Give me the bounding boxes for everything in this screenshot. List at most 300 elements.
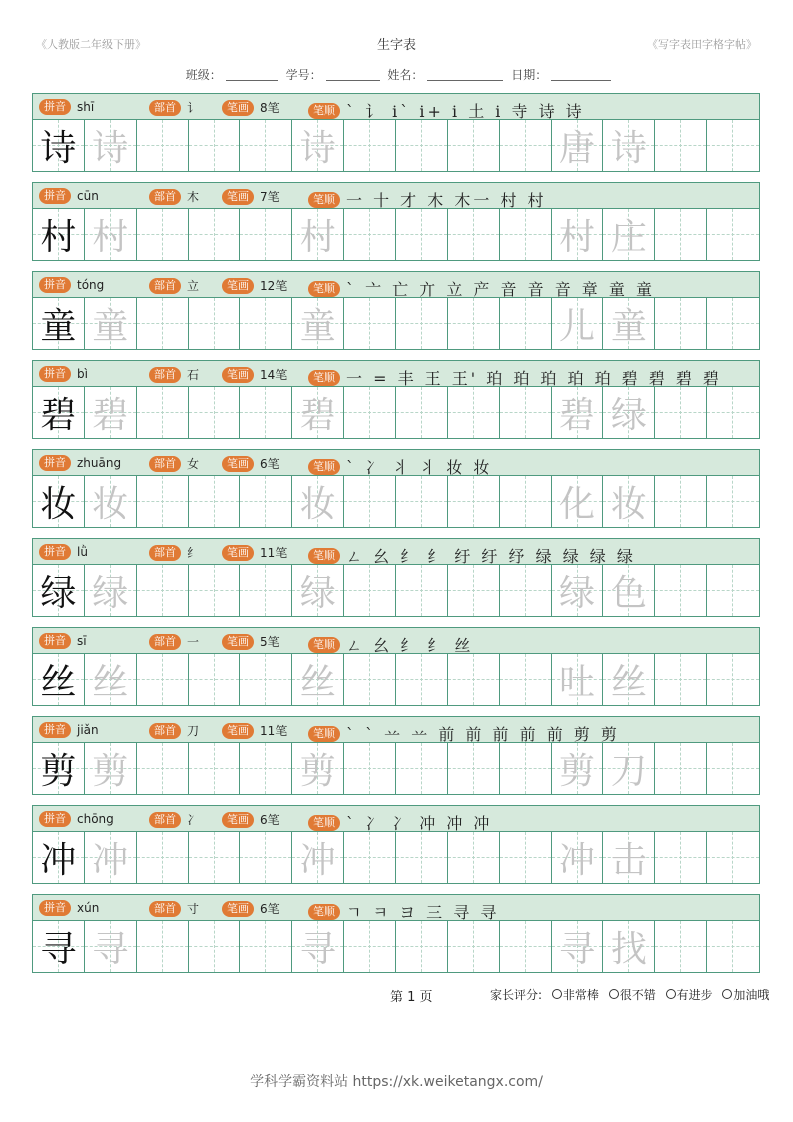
trace-character: 绿 — [299, 573, 336, 614]
writing-cell[interactable] — [396, 743, 448, 794]
eval-option-good[interactable]: 很不错 — [609, 988, 656, 1002]
writing-cell[interactable] — [189, 120, 241, 171]
tianzige-grid — [32, 832, 760, 884]
writing-cell[interactable] — [33, 921, 85, 972]
trace-character: 碧 — [92, 395, 129, 436]
stroke-order-tag: 笔顺 — [308, 904, 340, 920]
character-info-bar — [32, 805, 760, 832]
stroke-count-group — [222, 900, 280, 917]
word-character: 妆 — [610, 484, 647, 525]
trace-character: 冲 — [299, 840, 336, 881]
writing-cell[interactable] — [603, 921, 655, 972]
writing-cell[interactable] — [448, 832, 500, 883]
stroke-order-group — [308, 544, 636, 567]
pinyin-tag: 拼音 — [39, 99, 71, 115]
writing-cell[interactable] — [292, 120, 344, 171]
eval-option-keep-going[interactable]: 加油哦 — [722, 988, 769, 1002]
writing-cell[interactable] — [240, 209, 292, 260]
stroke-count-group — [222, 544, 287, 561]
trace-character: 妆 — [92, 484, 129, 525]
writing-cell[interactable] — [240, 298, 292, 349]
student-info-line — [0, 66, 793, 83]
pinyin-group — [39, 277, 104, 293]
writing-cell[interactable] — [137, 298, 189, 349]
circle-icon — [552, 989, 562, 999]
writing-cell[interactable] — [448, 387, 500, 438]
radical-tag: 部首 — [149, 456, 181, 472]
stroke-count-group — [222, 366, 287, 383]
character-entry — [32, 449, 762, 538]
stroke-count-tag: 笔画 — [222, 100, 254, 116]
writing-cell[interactable] — [603, 832, 655, 883]
writing-cell[interactable] — [137, 209, 189, 260]
radical-group — [149, 455, 199, 472]
pinyin-value: tóng — [77, 278, 105, 292]
stroke-order-group — [308, 277, 655, 300]
writing-cell[interactable] — [240, 120, 292, 171]
trace-character: 绿 — [92, 573, 129, 614]
word-character: 绿 — [559, 573, 596, 614]
model-character: 寻 — [40, 929, 77, 970]
pinyin-value: xún — [77, 901, 100, 915]
writing-cell[interactable] — [552, 565, 604, 616]
stroke-count-tag: 笔画 — [222, 634, 254, 650]
pinyin-tag: 拼音 — [39, 633, 71, 649]
trace-character: 寻 — [299, 929, 336, 970]
word-character: 诗 — [610, 128, 647, 169]
writing-cell[interactable] — [552, 298, 604, 349]
eval-option-progress[interactable]: 有进步 — [666, 988, 713, 1002]
model-character: 绿 — [40, 573, 77, 614]
radical-tag: 部首 — [149, 367, 181, 383]
character-entry — [32, 538, 762, 627]
radical-value: 一 — [187, 635, 200, 649]
student-id-field[interactable] — [326, 68, 380, 81]
pinyin-group — [39, 900, 99, 916]
writing-cell[interactable] — [603, 565, 655, 616]
writing-cell[interactable] — [240, 654, 292, 705]
stroke-order-value: ㄥ 幺 纟 纟 纡 纡 纾 绿 绿 绿 绿 — [346, 547, 636, 566]
stroke-order-value: 一 十 才 木 木一 村 村 — [346, 191, 547, 210]
writing-cell[interactable] — [500, 921, 552, 972]
writing-cell[interactable] — [500, 298, 552, 349]
writing-cell[interactable] — [189, 298, 241, 349]
writing-cell[interactable] — [292, 476, 344, 527]
writing-cell[interactable] — [603, 209, 655, 260]
writing-cell[interactable] — [396, 209, 448, 260]
writing-cell[interactable] — [85, 565, 137, 616]
writing-cell[interactable] — [396, 298, 448, 349]
stroke-order-tag: 笔顺 — [308, 726, 340, 742]
stroke-count-value: 11笔 — [260, 724, 288, 738]
stroke-count-value: 6笔 — [260, 457, 280, 471]
word-character: 击 — [610, 840, 647, 881]
writing-cell[interactable] — [500, 832, 552, 883]
writing-cell[interactable] — [85, 743, 137, 794]
writing-cell[interactable] — [344, 921, 396, 972]
writing-cell[interactable] — [707, 565, 759, 616]
character-entry — [32, 716, 762, 805]
writing-cell[interactable] — [344, 743, 396, 794]
stroke-count-value: 12笔 — [260, 279, 288, 293]
tianzige-grid — [32, 565, 760, 617]
writing-cell[interactable] — [344, 387, 396, 438]
writing-cell[interactable] — [655, 743, 707, 794]
tianzige-grid — [32, 209, 760, 261]
writing-cell[interactable] — [603, 476, 655, 527]
writing-cell[interactable] — [33, 565, 85, 616]
writing-cell[interactable] — [189, 209, 241, 260]
writing-cell[interactable] — [137, 654, 189, 705]
trace-character: 冲 — [92, 840, 129, 881]
radical-group — [149, 633, 199, 650]
stroke-order-tag: 笔顺 — [308, 548, 340, 564]
writing-cell[interactable] — [552, 120, 604, 171]
writing-cell[interactable] — [552, 654, 604, 705]
writing-cell[interactable] — [33, 298, 85, 349]
writing-cell[interactable] — [33, 209, 85, 260]
writing-cell[interactable] — [292, 832, 344, 883]
writing-cell[interactable] — [603, 387, 655, 438]
pinyin-tag: 拼音 — [39, 900, 71, 916]
stroke-order-group — [308, 722, 620, 745]
writing-cell[interactable] — [292, 387, 344, 438]
writing-cell[interactable] — [448, 654, 500, 705]
writing-cell[interactable] — [655, 298, 707, 349]
writing-cell[interactable] — [137, 476, 189, 527]
stroke-count-tag: 笔画 — [222, 723, 254, 739]
writing-cell[interactable] — [33, 387, 85, 438]
radical-tag: 部首 — [149, 100, 181, 116]
character-entry — [32, 182, 762, 271]
writing-cell[interactable] — [396, 832, 448, 883]
radical-tag: 部首 — [149, 278, 181, 294]
word-character: 庄 — [610, 217, 647, 258]
stroke-order-value: ㄱ ㅋ ヨ 三 寻 寻 — [346, 903, 500, 922]
writing-cell[interactable] — [189, 743, 241, 794]
writing-cell[interactable] — [552, 387, 604, 438]
character-info-bar — [32, 538, 760, 565]
writing-cell[interactable] — [552, 832, 604, 883]
writing-cell[interactable] — [33, 120, 85, 171]
writing-cell[interactable] — [292, 921, 344, 972]
writing-cell[interactable] — [552, 921, 604, 972]
stroke-count-value: 11笔 — [260, 546, 288, 560]
stroke-count-tag: 笔画 — [222, 545, 254, 561]
writing-cell[interactable] — [552, 476, 604, 527]
writing-cell[interactable] — [240, 832, 292, 883]
writing-cell[interactable] — [655, 387, 707, 438]
writing-cell[interactable] — [189, 921, 241, 972]
writing-cell[interactable] — [448, 298, 500, 349]
radical-tag: 部首 — [149, 634, 181, 650]
writing-cell[interactable] — [85, 476, 137, 527]
trace-character: 丝 — [92, 662, 129, 703]
stroke-order-tag: 笔顺 — [308, 637, 340, 653]
writing-cell[interactable] — [137, 743, 189, 794]
stroke-count-group — [222, 811, 280, 828]
writing-cell[interactable] — [292, 298, 344, 349]
tianzige-grid — [32, 921, 760, 973]
radical-value: 刀 — [187, 724, 200, 738]
writing-cell[interactable] — [292, 743, 344, 794]
writing-cell[interactable] — [137, 832, 189, 883]
writing-cell[interactable] — [552, 209, 604, 260]
pinyin-group — [39, 544, 88, 560]
writing-cell[interactable] — [655, 120, 707, 171]
writing-cell[interactable] — [707, 298, 759, 349]
writing-cell[interactable] — [707, 387, 759, 438]
writing-cell[interactable] — [707, 743, 759, 794]
writing-cell[interactable] — [344, 120, 396, 171]
radical-value: 木 — [187, 190, 200, 204]
word-character: 冲 — [559, 840, 596, 881]
character-info-bar — [32, 271, 760, 298]
writing-cell[interactable] — [33, 476, 85, 527]
pinyin-tag: 拼音 — [39, 366, 71, 382]
writing-cell[interactable] — [396, 387, 448, 438]
writing-cell[interactable] — [344, 654, 396, 705]
writing-cell[interactable] — [85, 921, 137, 972]
writing-cell[interactable] — [603, 743, 655, 794]
character-entry — [32, 805, 762, 894]
writing-cell[interactable] — [707, 476, 759, 527]
writing-cell[interactable] — [344, 298, 396, 349]
writing-cell[interactable] — [448, 476, 500, 527]
writing-cell[interactable] — [396, 476, 448, 527]
class-field[interactable] — [226, 68, 278, 81]
character-entry — [32, 271, 762, 360]
writing-cell[interactable] — [655, 921, 707, 972]
stroke-order-value: ㄥ 幺 纟 纟 丝 — [346, 636, 474, 655]
radical-tag: 部首 — [149, 723, 181, 739]
writing-cell[interactable] — [655, 565, 707, 616]
eval-option-excellent[interactable]: 非常棒 — [552, 988, 599, 1002]
writing-cell[interactable] — [85, 654, 137, 705]
writing-cell[interactable] — [707, 921, 759, 972]
stroke-order-tag: 笔顺 — [308, 192, 340, 208]
writing-cell[interactable] — [500, 120, 552, 171]
stroke-order-value: ` ` 䒑 䒑 前 前 前 前 前 剪 剪 — [346, 725, 620, 744]
trace-character: 妆 — [299, 484, 336, 525]
date-field[interactable] — [551, 68, 611, 81]
radical-group — [149, 811, 199, 828]
writing-cell[interactable] — [603, 654, 655, 705]
trace-character: 童 — [299, 306, 336, 347]
writing-cell[interactable] — [500, 654, 552, 705]
character-info-bar — [32, 716, 760, 743]
stroke-order-value: ` 冫 冫 冲 冲 冲 — [346, 814, 493, 833]
stroke-order-group — [308, 633, 473, 656]
writing-cell[interactable] — [707, 120, 759, 171]
radical-value: 石 — [187, 368, 200, 382]
writing-cell[interactable] — [137, 387, 189, 438]
character-info-bar — [32, 93, 760, 120]
trace-character: 诗 — [92, 128, 129, 169]
model-character: 丝 — [40, 662, 77, 703]
writing-cell[interactable] — [603, 298, 655, 349]
trace-character: 剪 — [299, 751, 336, 792]
writing-cell[interactable] — [396, 921, 448, 972]
writing-cell[interactable] — [240, 387, 292, 438]
writing-cell[interactable] — [500, 743, 552, 794]
writing-cell[interactable] — [33, 654, 85, 705]
writing-cell[interactable] — [189, 565, 241, 616]
word-character: 唐 — [559, 128, 596, 169]
writing-cell[interactable] — [292, 565, 344, 616]
writing-cell[interactable] — [85, 387, 137, 438]
writing-cell[interactable] — [137, 921, 189, 972]
radical-value: 纟 — [187, 546, 200, 560]
writing-cell[interactable] — [500, 476, 552, 527]
writing-cell[interactable] — [448, 743, 500, 794]
writing-cell[interactable] — [448, 120, 500, 171]
tianzige-grid — [32, 298, 760, 350]
radical-group — [149, 722, 199, 739]
pinyin-group — [39, 188, 99, 204]
writing-cell[interactable] — [344, 832, 396, 883]
tianzige-grid — [32, 654, 760, 706]
trace-character: 诗 — [299, 128, 336, 169]
writing-cell[interactable] — [189, 387, 241, 438]
word-character: 找 — [610, 929, 647, 970]
writing-cell[interactable] — [500, 209, 552, 260]
pinyin-group — [39, 811, 114, 827]
pinyin-tag: 拼音 — [39, 722, 71, 738]
stroke-count-tag: 笔画 — [222, 278, 254, 294]
writing-cell[interactable] — [344, 565, 396, 616]
trace-character: 童 — [92, 306, 129, 347]
writing-cell[interactable] — [448, 209, 500, 260]
writing-cell[interactable] — [85, 298, 137, 349]
stroke-order-value: ` 亠 亡 亣 立 产 音 音 音 章 童 童 — [346, 280, 655, 299]
date-label: 日期： — [511, 68, 548, 82]
writing-cell[interactable] — [240, 476, 292, 527]
writing-cell[interactable] — [344, 476, 396, 527]
character-entry — [32, 93, 762, 182]
writing-cell[interactable] — [707, 209, 759, 260]
pinyin-group — [39, 722, 99, 738]
class-label: 班级： — [185, 68, 222, 82]
pinyin-value: lǜ — [77, 545, 88, 559]
writing-cell[interactable] — [189, 476, 241, 527]
pinyin-tag: 拼音 — [39, 455, 71, 471]
stroke-count-value: 5笔 — [260, 635, 280, 649]
radical-tag: 部首 — [149, 545, 181, 561]
stroke-order-value: ` 冫 丬 丬 妆 妆 — [346, 458, 493, 477]
writing-cell[interactable] — [85, 209, 137, 260]
writing-cell[interactable] — [655, 209, 707, 260]
pinyin-tag: 拼音 — [39, 811, 71, 827]
writing-cell[interactable] — [707, 654, 759, 705]
stroke-order-tag: 笔顺 — [308, 815, 340, 831]
writing-cell[interactable] — [707, 832, 759, 883]
writing-cell[interactable] — [655, 476, 707, 527]
writing-cell[interactable] — [396, 565, 448, 616]
stroke-order-group — [308, 99, 585, 122]
pinyin-group — [39, 455, 121, 471]
writing-cell[interactable] — [500, 565, 552, 616]
pinyin-tag: 拼音 — [39, 544, 71, 560]
writing-cell[interactable] — [189, 654, 241, 705]
writing-cell[interactable] — [33, 832, 85, 883]
pinyin-value: jiǎn — [77, 723, 99, 737]
word-character: 剪 — [559, 751, 596, 792]
name-field[interactable] — [427, 68, 503, 81]
character-info-bar — [32, 360, 760, 387]
writing-cell[interactable] — [655, 654, 707, 705]
radical-value: 女 — [187, 457, 200, 471]
stroke-count-group — [222, 188, 280, 205]
radical-tag: 部首 — [149, 189, 181, 205]
writing-cell[interactable] — [344, 209, 396, 260]
radical-group — [149, 366, 199, 383]
writing-cell[interactable] — [137, 565, 189, 616]
writing-cell[interactable] — [396, 120, 448, 171]
writing-cell[interactable] — [189, 832, 241, 883]
parent-evaluation — [490, 986, 769, 1003]
word-character: 童 — [610, 306, 647, 347]
writing-cell[interactable] — [655, 832, 707, 883]
writing-cell[interactable] — [240, 565, 292, 616]
writing-cell[interactable] — [448, 565, 500, 616]
trace-character: 寻 — [92, 929, 129, 970]
writing-cell[interactable] — [292, 654, 344, 705]
word-character: 寻 — [559, 929, 596, 970]
writing-cell[interactable] — [448, 921, 500, 972]
tianzige-grid — [32, 387, 760, 439]
circle-icon — [609, 989, 619, 999]
model-character: 碧 — [40, 395, 77, 436]
writing-cell[interactable] — [85, 832, 137, 883]
writing-cell[interactable] — [552, 743, 604, 794]
model-character: 冲 — [40, 840, 77, 881]
writing-cell[interactable] — [603, 120, 655, 171]
radical-value: 讠 — [187, 101, 200, 115]
stroke-count-tag: 笔画 — [222, 901, 254, 917]
site-watermark: 学科学霸资料站 https://xk.weiketangx.com/ — [250, 1074, 543, 1090]
pinyin-value: sī — [77, 634, 87, 648]
stroke-count-tag: 笔画 — [222, 812, 254, 828]
word-character: 绿 — [610, 395, 647, 436]
character-list — [32, 93, 762, 983]
writing-cell[interactable] — [85, 120, 137, 171]
pinyin-group — [39, 366, 88, 382]
pinyin-value: cūn — [77, 189, 99, 203]
writing-cell[interactable] — [137, 120, 189, 171]
tianzige-grid — [32, 120, 760, 172]
writing-cell[interactable] — [33, 743, 85, 794]
book-title: 《人教版二年级下册》 — [36, 38, 146, 51]
writing-cell[interactable] — [396, 654, 448, 705]
writing-cell[interactable] — [240, 743, 292, 794]
stroke-order-group — [308, 900, 499, 923]
stroke-order-group — [308, 455, 492, 478]
stroke-count-value: 6笔 — [260, 902, 280, 916]
stroke-count-tag: 笔画 — [222, 456, 254, 472]
character-info-bar — [32, 894, 760, 921]
word-character: 儿 — [559, 306, 596, 347]
writing-cell[interactable] — [292, 209, 344, 260]
stroke-count-group — [222, 722, 287, 739]
pinyin-group — [39, 99, 94, 115]
pinyin-value: bì — [77, 367, 88, 381]
trace-character: 村 — [92, 217, 129, 258]
stroke-order-value: 一 = 丰 王 王' 珀 珀 珀 珀 珀 碧 碧 碧 碧 — [346, 369, 722, 388]
stroke-order-group — [308, 188, 547, 211]
writing-cell[interactable] — [240, 921, 292, 972]
writing-cell[interactable] — [500, 387, 552, 438]
